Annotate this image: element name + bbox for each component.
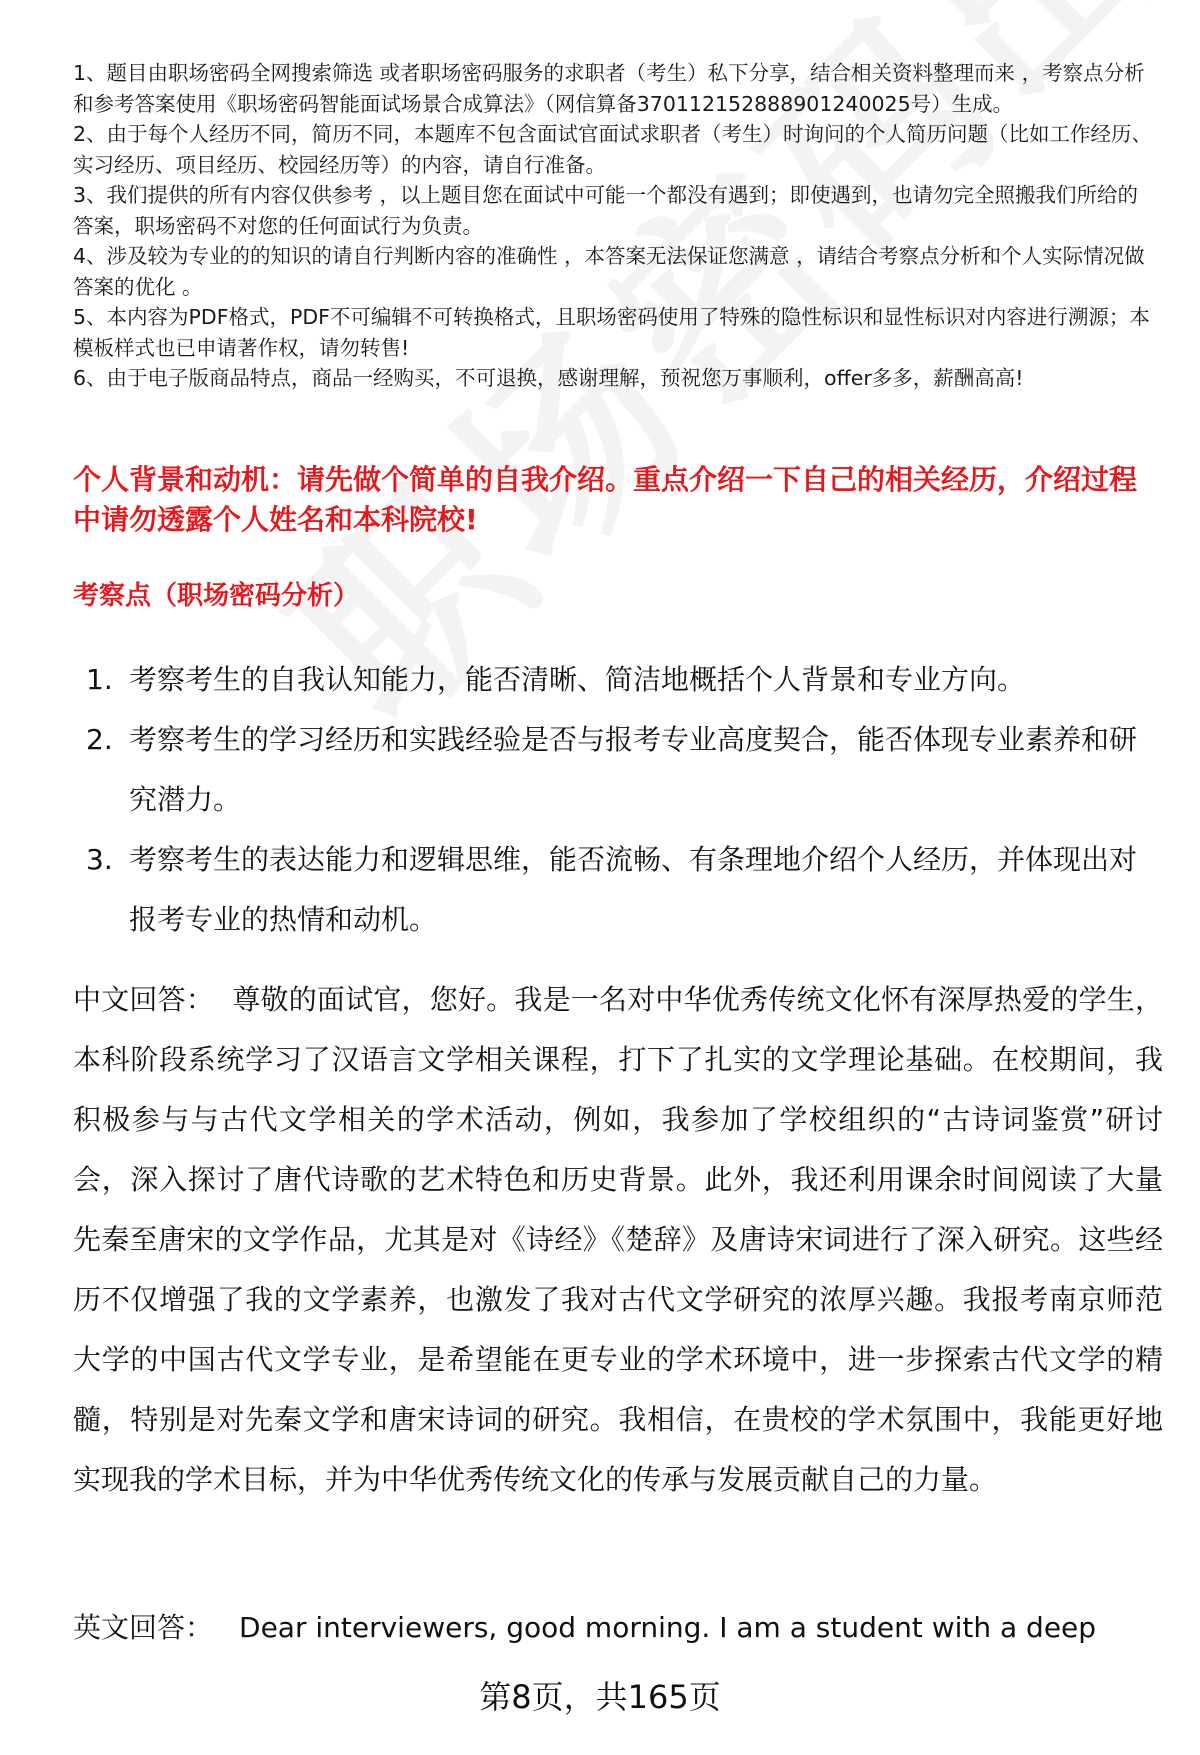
point-text: 考察考生的学习经历和实践经验是否与报考专业高度契合，能否体现专业素养和研究潜力。	[129, 723, 1138, 816]
point-number: 1.	[86, 663, 113, 696]
chinese-answer-text: 尊敬的面试官，您好。我是一名对中华优秀传统文化怀有深厚热爱的学生，本科阶段系统学习了汉语言文学相关课程，打下了扎实的文学理论基础。在校期间，我积极参与与古代文学相关的学术活动，例如，我参加了学校组织的“古诗词鉴赏”研讨会，深入探讨了唐代诗歌的艺术特色和历史背景。此外，我还利用课余时间阅读了大量先秦至唐宋的文学作品，尤其是对《诗经》《楚辞》及唐诗宋词进行了深入研究。这些经历不仅增强了我的文学素养，也激发了我对古代文学研究的浓厚兴趣。我报考南京师范大学的中国古代文学专业，是希望能在更专业的学术环境中，进一步探索古代文学的精髓，特别是对先秦文学和唐宋诗词的研究。我相信，在贵校的学术氛围中，我能更好地实现我的学术目标，并为中华优秀传统文化的传承与发展贡献自己的力量。	[73, 983, 1163, 1496]
analysis-point	[73, 830, 1163, 950]
note-2: 2、由于每个人经历不同，简历不同，本题库不包含面试官面试求职者（考生）时询问的个人简历问题（比如工作经历、实习经历、项目经历、校园经历等）的内容，请自行准备。	[73, 122, 1153, 177]
page-number: 第8页，共165页	[479, 1678, 721, 1716]
english-answer-text: Dear interviewers, good morning. I am a student with a deep	[239, 1611, 1097, 1644]
point-number: 3.	[86, 843, 113, 876]
analysis-points	[73, 650, 1163, 950]
analysis-point	[73, 650, 1163, 710]
chinese-answer-label: 中文回答：	[73, 983, 215, 1016]
question-title: 个人背景和动机：请先做个简单的自我介绍。重点介绍一下自己的相关经历，介绍过程中请勿透露个人姓名和本科院校!	[73, 463, 1138, 536]
disclaimer-notes	[73, 58, 1158, 394]
note-5: 5、本内容为PDF格式，PDF不可编辑不可转换格式，且职场密码使用了特殊的隐性标识和显性标识对内容进行溯源；本模板样式也已申请著作权，请勿转售!	[73, 305, 1150, 360]
note-3: 3、我们提供的所有内容仅供参考 ，以上题目您在面试中可能一个都没有遇到；即使遇到，也请勿完全照搬我们所给的答案，职场密码不对您的任何面试行为负责。	[73, 183, 1139, 238]
point-number: 2.	[86, 723, 113, 756]
point-text: 考察考生的表达能力和逻辑思维，能否流畅、有条理地介绍个人经历，并体现出对报考专业的热情和动机。	[129, 843, 1138, 936]
note-6: 6、由于电子版商品特点，商品一经购买，不可退换，感谢理解，预祝您万事顺利，offer多多，薪酬高高!	[73, 366, 1024, 390]
point-text: 考察考生的自我认知能力，能否清晰、简洁地概括个人背景和专业方向。	[129, 663, 1026, 696]
english-answer	[73, 1598, 1163, 1658]
analysis-point	[73, 710, 1163, 830]
note-4: 4、涉及较为专业的的知识的请自行判断内容的准确性 ，本答案无法保证您满意 ，请结合考察点分析和个人实际情况做答案的优化 。	[73, 244, 1145, 299]
chinese-answer	[73, 970, 1163, 1510]
analysis-heading: 考察点（职场密码分析）	[73, 581, 360, 611]
note-1: 1、题目由职场密码全网搜索筛选 或者职场密码服务的求职者（考生）私下分享，结合相关资料整理而来 ，考察点分析和参考答案使用《职场密码智能面试场景合成算法》（网信算备3701121528889012400​25号）生成。	[73, 61, 1145, 116]
english-answer-label: 英文回答：	[73, 1611, 214, 1644]
